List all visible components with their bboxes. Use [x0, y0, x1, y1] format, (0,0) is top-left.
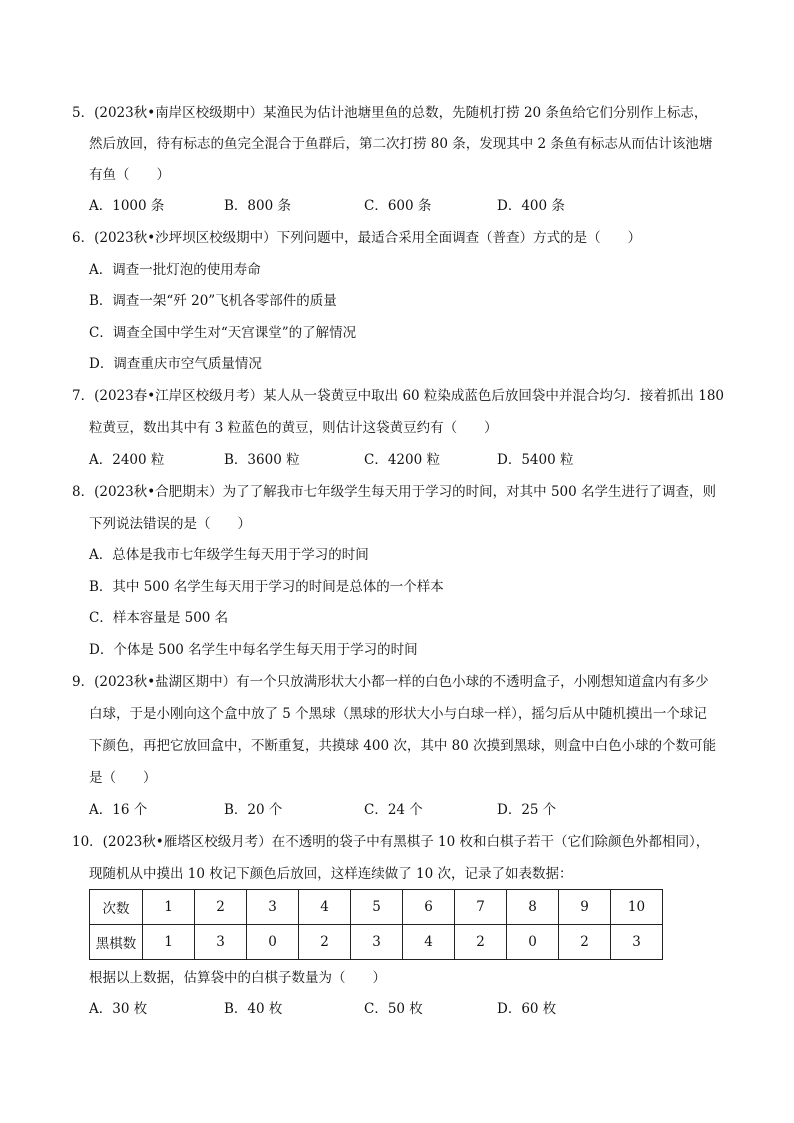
question-10-line-1: 10．(2023秋•雁塔区校级月考）在不透明的袋子中有黑棋子 10 枚和白棋子若干（它们除颜色外都相同），: [72, 834, 710, 850]
table-cell: 3: [611, 925, 663, 960]
table-cell: 7: [455, 890, 507, 925]
question-7-option-a: A．2400 粒: [89, 452, 165, 468]
question-8-line-1: 8．(2023秋•合肥期末）为了了解我市七年级学生每天用于学习的时间，对其中 500 名学生进行了调查，则: [72, 484, 717, 500]
table-header-cell: 黑棋数: [90, 925, 143, 960]
question-5-line-2: 然后放回，待有标志的鱼完全混合于鱼群后，第二次打捞 80 条，发现其中 2 条鱼有标志从而估计该池塘: [89, 136, 713, 152]
question-9-line-3: 下颜色，再把它放回盒中，不断重复，共摸球 400 次，其中 80 次摸到黑球，则盒中白色小球的个数可能: [89, 738, 717, 754]
question-7-option-b: B．3600 粒: [224, 452, 300, 468]
table-cell: 10: [611, 890, 663, 925]
question-8-option-b: B．其中 500 名学生每天用于学习的时间是总体的一个样本: [89, 579, 444, 595]
question-7-line-2: 粒黄豆，数出其中有 3 粒蓝色的黄豆，则估计这袋黄豆约有（ ）: [89, 420, 498, 436]
question-5-option-b: B．800 条: [224, 198, 291, 214]
question-6-line-1: 6．(2023秋•沙坪坝区校级期中）下列问题中，最适合采用全面调查（普查）方式的是（ ）: [72, 230, 642, 246]
table-cell: 6: [403, 890, 455, 925]
table-cell: 1: [143, 925, 195, 960]
table-cell: 2: [195, 890, 247, 925]
question-9-line-4: 是（ ）: [89, 770, 157, 786]
table-cell: 3: [195, 925, 247, 960]
question-10-line-3: 根据以上数据，估算袋中的白棋子数量为（ ）: [89, 970, 386, 986]
table-cell: 4: [403, 925, 455, 960]
table-cell: 0: [247, 925, 299, 960]
table-cell: 8: [507, 890, 559, 925]
table-row: [90, 890, 663, 925]
table-cell: 9: [559, 890, 611, 925]
question-9-option-a: A．16 个: [89, 802, 148, 818]
table-row: [90, 925, 663, 960]
question-6-option-d: D．调查重庆市空气质量情况: [89, 356, 262, 372]
question-9-option-c: C．24 个: [364, 802, 423, 818]
table-cell: 0: [507, 925, 559, 960]
table-cell: 2: [559, 925, 611, 960]
table-header-cell: 次数: [90, 890, 143, 925]
table-cell: 3: [247, 890, 299, 925]
question-7-line-1: 7．(2023春•江岸区校级月考）某人从一袋黄豆中取出 60 粒染成蓝色后放回袋中并混合均匀．接着抓出 180: [72, 388, 724, 404]
table-cell: 2: [299, 925, 351, 960]
question-7-option-c: C．4200 粒: [364, 452, 440, 468]
question-10-line-2: 现随机从中摸出 10 枚记下颜色后放回，这样连续做了 10 次，记录了如表数据：: [89, 866, 573, 882]
question-5-line-3: 有鱼（ ）: [89, 167, 170, 183]
question-8-option-a: A．总体是我市七年级学生每天用于学习的时间: [89, 547, 369, 563]
question-6-option-b: B．调查一架“歼 20”飞机各零部件的质量: [89, 293, 337, 309]
table-cell: 2: [455, 925, 507, 960]
question-8-line-2: 下列说法错误的是（ ）: [89, 516, 251, 532]
table-cell: 3: [351, 925, 403, 960]
question-10-option-c: C．50 枚: [364, 1001, 423, 1017]
question-6-option-c: C．调查全国中学生对“天宫课堂”的了解情况: [89, 325, 357, 341]
question-9-line-1: 9．(2023秋•盐湖区期中）有一个只放满形状大小都一样的白色小球的不透明盒子，小刚想知道盒内有多少: [72, 674, 709, 690]
question-10-option-d: D．60 枚: [497, 1001, 557, 1017]
question-9-option-d: D．25 个: [497, 802, 557, 818]
question-5-option-a: A．1000 条: [89, 198, 165, 214]
question-10-option-a: A．30 枚: [89, 1001, 148, 1017]
question-5-option-c: C．600 条: [364, 198, 432, 214]
table-cell: 4: [299, 890, 351, 925]
question-5-option-d: D．400 条: [497, 198, 565, 214]
question-9-line-2: 白球，于是小刚向这个盒中放了 5 个黑球（黑球的形状大小与白球一样），摇匀后从中随机摸出一个球记: [89, 706, 707, 722]
question-10-option-b: B．40 枚: [224, 1001, 283, 1017]
data-table: [89, 889, 663, 960]
question-9-option-b: B．20 个: [224, 802, 283, 818]
table-cell: 5: [351, 890, 403, 925]
question-5-line-1: 5．(2023秋•南岸区校级期中）某渔民为估计池塘里鱼的总数，先随机打捞 20 条鱼给它们分别作上标志，: [72, 105, 708, 121]
question-8-option-c: C．样本容量是 500 名: [89, 610, 229, 626]
question-7-option-d: D．5400 粒: [497, 452, 574, 468]
table-cell: 1: [143, 890, 195, 925]
question-6-option-a: A．调查一批灯泡的使用寿命: [89, 262, 261, 278]
question-8-option-d: D．个体是 500 名学生中每名学生每天用于学习的时间: [89, 642, 418, 658]
